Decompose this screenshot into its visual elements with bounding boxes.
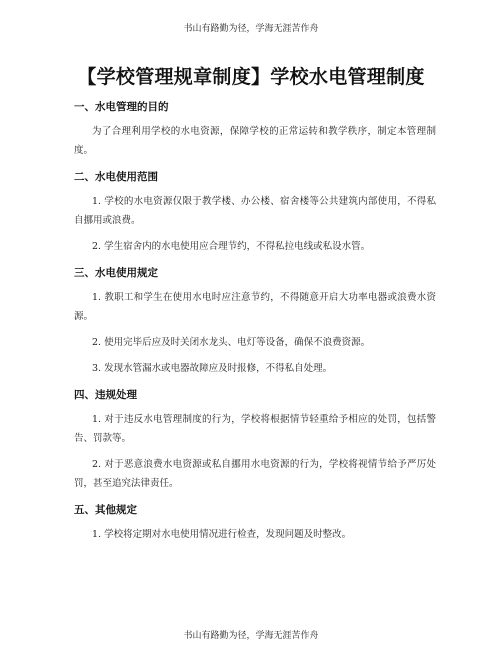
section-scope <box>74 168 436 256</box>
paragraph: 2. 对于恶意浪费水电资源或私自挪用水电资源的行为，学校将视情节给予严厉处罚，甚至追究法律责任。 <box>74 459 436 489</box>
paragraph: 为了合理利用学校的水电资源，保障学校的正常运转和教学秩序，制定本管理制度。 <box>74 126 436 156</box>
document-body <box>74 98 436 544</box>
paragraph: 1. 对于违反水电管理制度的行为，学校将根据情节轻重给予相应的处罚，包括警告、罚款等。 <box>74 414 436 444</box>
document-title: 【学校管理规章制度】学校水电管理制度 <box>77 66 425 88</box>
paragraph: 1. 学校的水电资源仅限于教学楼、办公楼、宿舍楼等公共建筑内部使用，不得私自挪用或浪费。 <box>74 196 436 226</box>
section-heading: 五、其他规定 <box>74 504 137 516</box>
section-other <box>74 501 436 544</box>
paragraph: 1. 教职工和学生在使用水电时应注意节约，不得随意开启大功率电器或浪费水资源。 <box>74 292 436 322</box>
section-violations <box>74 386 436 493</box>
section-heading: 四、违规处理 <box>74 389 137 401</box>
paragraph: 3. 发现水管漏水或电器故障应及时报修，不得私自处理。 <box>92 363 333 374</box>
section-rules <box>74 264 436 378</box>
paragraph: 1. 学校将定期对水电使用情况进行检查，发现问题及时整改。 <box>92 529 352 540</box>
section-heading: 二、水电使用范围 <box>74 171 158 183</box>
paragraph: 2. 学生宿舍内的水电使用应合理节约，不得私拉电线或私设水管。 <box>92 241 371 252</box>
footer-motto: 书山有路勤为径，学海无涯苦作舟 <box>183 631 319 641</box>
section-heading: 三、水电使用规定 <box>74 267 158 279</box>
section-heading: 一、水电管理的目的 <box>74 101 169 113</box>
paragraph: 2. 使用完毕后应及时关闭水龙头、电灯等设备，确保不浪费资源。 <box>92 337 371 348</box>
header-motto: 书山有路勤为径，学海无涯苦作舟 <box>183 24 319 34</box>
section-purpose <box>74 98 436 160</box>
